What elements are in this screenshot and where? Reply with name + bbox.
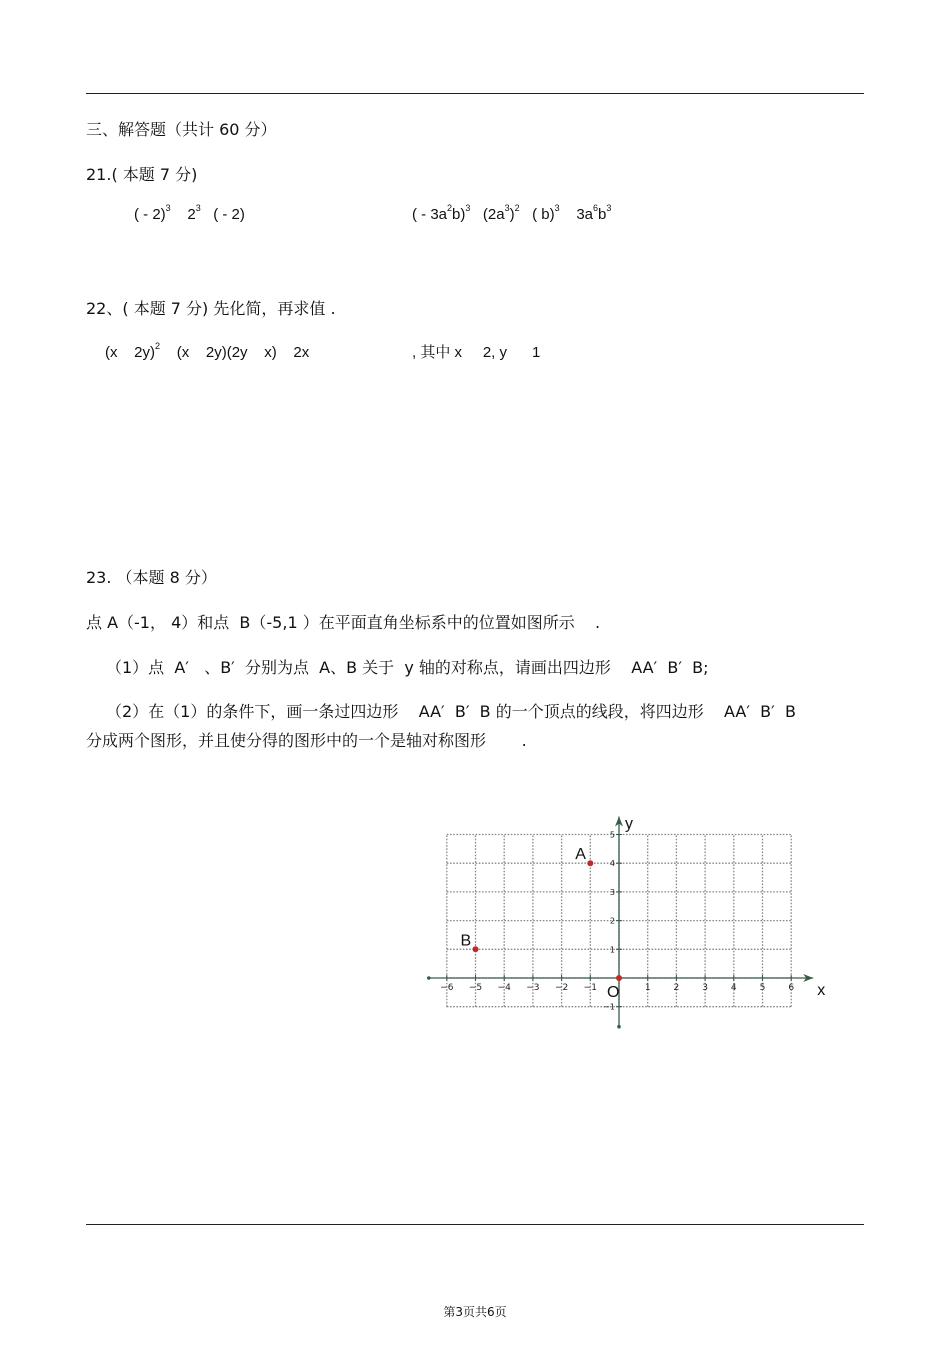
- y-tick-label: 3: [609, 887, 615, 897]
- point-a: [587, 860, 593, 866]
- y-tick-label: 5: [609, 830, 615, 840]
- point-label-b: B: [460, 932, 472, 950]
- point-origin: [616, 975, 622, 981]
- q23-header: 23. （本题 8 分）: [86, 568, 217, 587]
- q21-expression-2: ( - $3a^2b)^3$ $(2a^3)^2$ ( b)$^3$ $3a^6b^3$: [412, 203, 612, 223]
- x-tick-label: −1: [583, 983, 597, 993]
- x-tick-label: 1: [644, 983, 651, 993]
- q21-header: 21.( 本题 7 分): [86, 165, 198, 184]
- y-axis-label: y: [625, 815, 633, 833]
- x-tick-label: −3: [526, 983, 540, 993]
- page-footer: 第3页共6页: [443, 1305, 507, 1319]
- section-title: 三、解答题（共计 60 分）: [86, 120, 277, 139]
- point-b: [473, 946, 479, 952]
- q21-expression-1: ( - 2)$^3$ $2^3$ ( - 2): [134, 203, 245, 223]
- coordinate-grid-figure: [420, 808, 830, 1038]
- bottom-rule: [86, 1224, 864, 1225]
- point-label-a: A: [575, 846, 586, 864]
- q23-part1: （1）点 A′ 、B′ 分别为点 A、B 关于 y 轴的对称点，请画出四边形 AA′ B′ B;: [106, 658, 709, 677]
- x-tick-label: 2: [673, 983, 680, 993]
- q22-header: 22、( 本题 7 分) 先化简，再求值 .: [86, 299, 336, 318]
- x-axis-label: x: [817, 982, 826, 999]
- top-rule: [86, 93, 864, 94]
- q23-stem: 点 A（-1， 4）和点 B（-5,1 ）在平面直角坐标系中的位置如图所示 .: [86, 613, 601, 632]
- x-tick-label: 3: [702, 983, 708, 993]
- y-tick-label: 1: [609, 945, 615, 955]
- q23-part2-line1: （2）在（1）的条件下，画一条过四边形 AA′ B′ B 的一个顶点的线段，将四边形 AA′ B′ B: [106, 702, 796, 721]
- x-tick-label: 5: [759, 983, 766, 993]
- x-tick-label: −4: [497, 983, 511, 993]
- x-axis-end-dot: [427, 976, 431, 980]
- x-tick-label: −2: [554, 983, 569, 993]
- x-tick-label: 4: [730, 983, 737, 993]
- y-tick-label: 4: [609, 859, 615, 869]
- y-tick-label: 2: [609, 916, 615, 926]
- q22-expression: (x 2y)$^2$ (x 2y)(2y x) 2x: [105, 341, 310, 361]
- x-tick-label: 6: [788, 983, 795, 993]
- q22-condition: , 其中 x 2, y 1: [412, 344, 541, 361]
- x-tick-label: −6: [440, 983, 454, 993]
- y-axis-end-dot: [617, 1025, 621, 1029]
- y-tick-label: −1: [603, 1002, 615, 1012]
- origin-label: O: [607, 984, 620, 1001]
- x-tick-label: −5: [468, 983, 483, 993]
- q23-part2-line2: 分成两个图形，并且使分得的图形中的一个是轴对称图形 .: [86, 731, 527, 750]
